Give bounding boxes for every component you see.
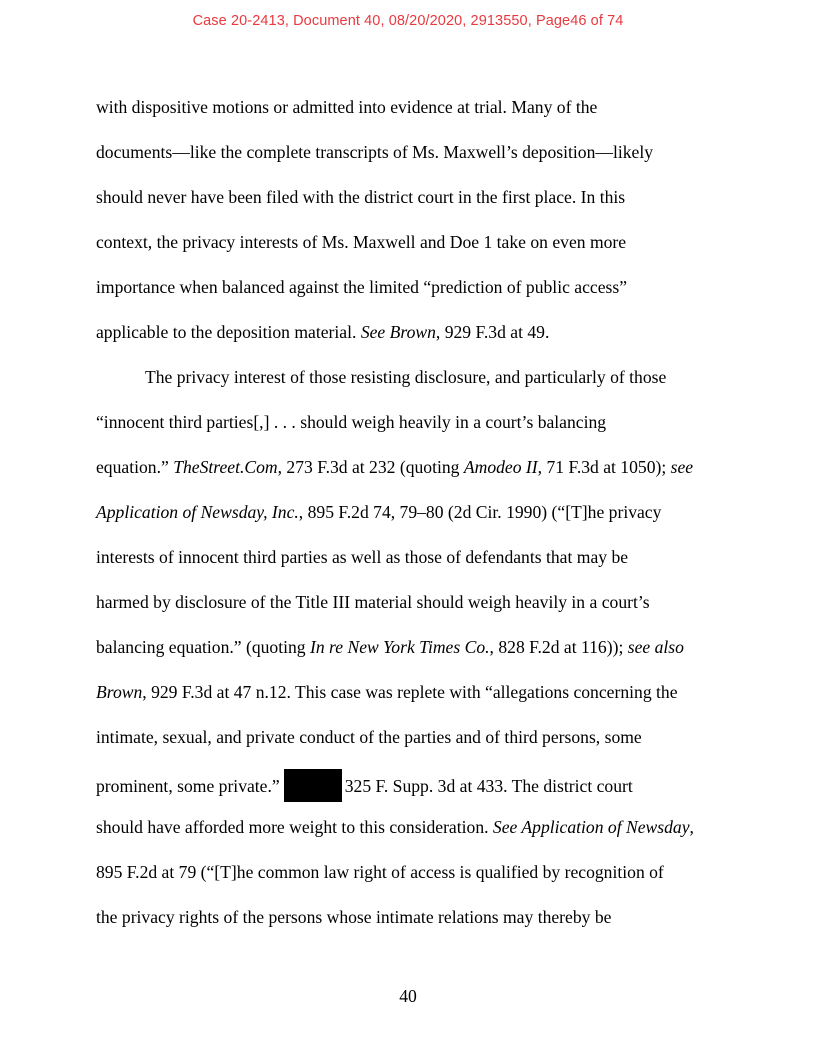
citation-italic: Application of Newsday, Inc.	[96, 502, 299, 522]
redaction-box	[284, 769, 342, 802]
text-line	[96, 634, 736, 679]
text-run: , 895 F.2d 74, 79–80 (2d Cir. 1990) (“[T]he privacy	[298, 502, 662, 522]
text-run: applicable to the deposition material.	[96, 322, 361, 342]
text-line: documents—like the complete transcripts of Ms. Maxwell’s deposition—likely	[96, 142, 654, 162]
text-run: , 828 F.2d at 116));	[489, 637, 628, 657]
text-run: , 273 F.3d at 232 (quoting	[277, 457, 464, 477]
text-run: balancing equation.” (quoting	[96, 637, 310, 657]
text-line: The privacy interest of those resisting disclosure, and particularly of those	[145, 367, 667, 387]
citation-italic: Amodeo II	[463, 457, 538, 477]
signal-italic: see also	[627, 637, 684, 657]
citation-italic: TheStreet.Com	[173, 457, 278, 477]
text-line: intimate, sexual, and private conduct of the parties and of third persons, some	[96, 727, 642, 747]
text-run: equation.”	[96, 457, 174, 477]
citation-italic: In re New York Times Co.	[310, 637, 490, 657]
text-line	[96, 769, 736, 814]
text-line: harmed by disclosure of the Title III material should weigh heavily in a court’s	[96, 592, 650, 612]
paragraph-2	[96, 364, 736, 949]
citation-italic: Brown	[96, 682, 143, 702]
text-run: ,	[689, 817, 694, 837]
text-line: with dispositive motions or admitted into evidence at trial. Many of the	[96, 97, 598, 117]
text-line	[96, 319, 736, 364]
text-line	[96, 814, 736, 859]
text-run: , 71 F.3d at 1050);	[537, 457, 671, 477]
text-line: 895 F.2d at 79 (“[T]he common law right of access is qualified by recognition of	[96, 862, 664, 882]
text-run: , 929 F.3d at 49.	[435, 322, 550, 342]
text-run: should have afforded more weight to this consideration.	[96, 817, 493, 837]
paragraph-1	[96, 94, 736, 364]
text-line: interests of innocent third parties as well as those of defendants that may be	[96, 547, 629, 567]
text-run: , 929 F.3d at 47 n.12. This case was replete with “allegations concerning the	[142, 682, 678, 702]
document-body	[96, 94, 736, 949]
text-line: importance when balanced against the limited “prediction of public access”	[96, 277, 628, 297]
text-run: prominent, some private.”	[96, 776, 280, 796]
citation-italic: See Application of Newsday	[492, 817, 690, 837]
text-line	[96, 499, 736, 544]
text-run: 325 F. Supp. 3d at 433. The district court	[344, 776, 633, 796]
text-line: “innocent third parties[,] . . . should weigh heavily in a court’s balancing	[96, 412, 607, 432]
text-line	[96, 454, 736, 499]
text-line: the privacy rights of the persons whose intimate relations may thereby be	[96, 907, 612, 927]
case-header-stamp: Case 20-2413, Document 40, 08/20/2020, 2913550, Page46 of 74	[192, 13, 624, 29]
text-line: context, the privacy interests of Ms. Maxwell and Doe 1 take on even more	[96, 232, 627, 252]
text-line	[96, 679, 736, 724]
text-line: should never have been filed with the district court in the first place. In this	[96, 187, 626, 207]
citation-italic: See Brown	[360, 322, 436, 342]
page-number: 40	[399, 986, 417, 1006]
signal-italic: see	[670, 457, 694, 477]
